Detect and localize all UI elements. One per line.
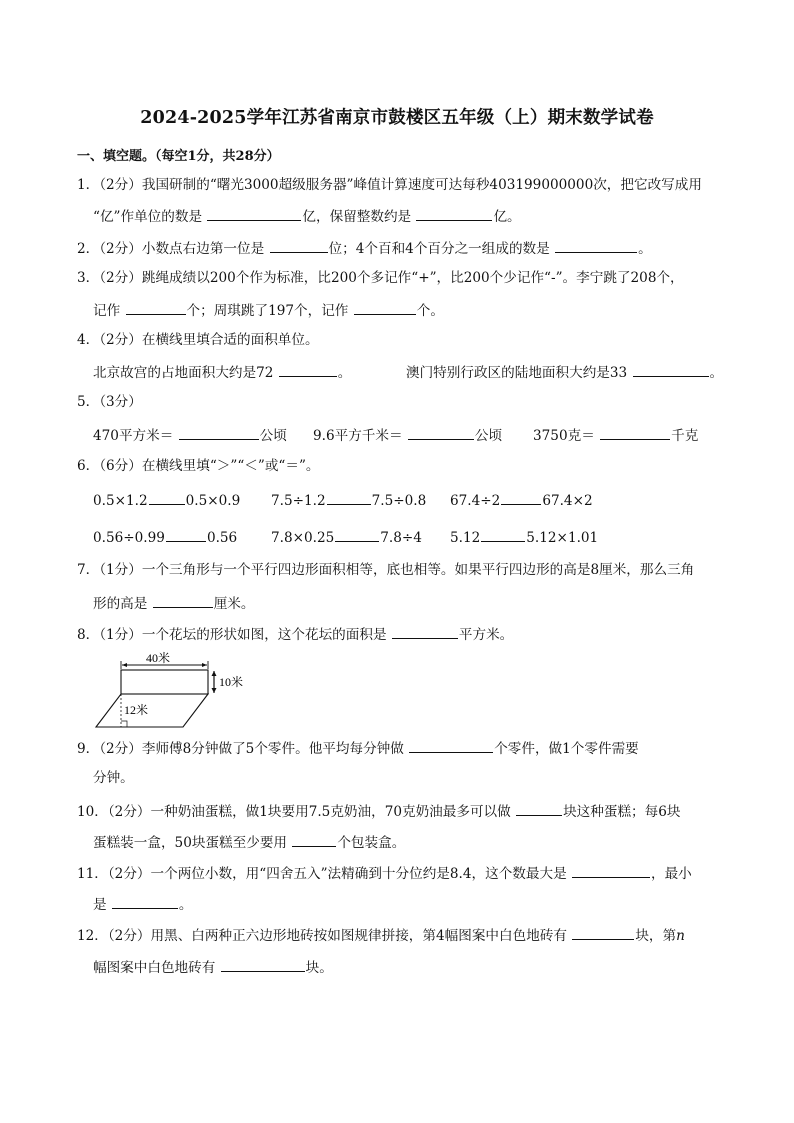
q8-text-a2: 平方米。 [458,627,514,643]
q5-p2: 9.6平方千米＝ [313,428,403,444]
q10-text-b1: 蛋糕装一盒，50块蛋糕至少要用 [93,835,288,851]
q12-variable-n: n [676,928,685,944]
q10-text-a2: 块这种蛋糕；每6块 [563,804,681,820]
answer-blank[interactable] [572,863,650,878]
question-12-line2 [93,957,333,977]
q7-text-b2: 厘米。 [213,596,255,612]
q7-text-b1: 形的高是 [93,596,148,612]
q6-expr: 5.12×1.01 [526,530,599,546]
q6-expr: 7.8÷4 [380,530,422,546]
question-7 [77,561,694,579]
q4-text: 4．（2分）在横线里填合适的面积单位。 [77,332,319,348]
q6-row1-item2 [271,490,426,510]
question-7-line2 [93,593,254,613]
answer-blank[interactable] [354,300,416,315]
q2-text-c: 。 [638,241,652,257]
q6-expr: 0.56÷0.99 [93,530,165,546]
section-heading: 一、填空题。（每空1分，共28分） [77,149,280,164]
q11-text-a2: ，最小 [651,866,692,882]
answer-blank[interactable] [408,425,474,440]
q3-text-b1: 记作 [93,303,121,319]
question-2 [77,238,652,258]
q1-text-b2: 亿，保留整数约是 [302,209,412,225]
answer-blank[interactable] [501,490,541,505]
q3-text-b3: 个。 [416,303,444,319]
answer-blank[interactable] [555,238,637,253]
question-6 [77,457,320,475]
q6-row1-item3 [450,490,593,510]
answer-blank[interactable] [327,490,371,505]
answer-blank[interactable] [207,206,301,221]
q4-text-b2: 。 [337,365,352,381]
answer-blank[interactable] [279,362,337,377]
q11-text-a1: 11．（2分）一个两位小数，用“四舍五入”法精确到十分位约是8.4，这个数最大是 [77,866,567,882]
arrow-head [212,688,217,693]
q12-text-b1: 幅图案中白色地砖有 [93,960,216,976]
q5-p3: 3750克＝ [533,428,595,444]
question-11 [77,863,692,883]
question-5-part2 [313,425,502,445]
q4-text-b1: 北京故宫的占地面积大约是72 [93,365,274,381]
question-5-part3 [533,425,698,445]
right-angle-mark [121,721,127,727]
q4-text-c1: 澳门特别行政区的陆地面积大约是33 [406,365,628,381]
arrow-head [202,663,207,667]
question-10 [77,801,680,821]
q6-expr: 5.12 [450,530,481,546]
question-10-line2 [93,832,405,852]
label-top: 40米 [145,651,171,665]
parallelogram-shape [96,694,208,727]
q12-text-b2: 块。 [305,960,333,976]
answer-blank[interactable] [292,832,336,847]
arrow-head [122,663,127,667]
question-8 [77,624,513,644]
q12-text-a1: 12．（2分）用黑、白两种正六边形地砖按如图规律拼接，第4幅图案中白色地砖有 [77,928,567,944]
answer-blank[interactable] [392,624,458,639]
answer-blank[interactable] [516,801,562,816]
answer-blank[interactable] [166,527,206,542]
q11-text-b1: 是 [93,897,107,913]
question-11-line2 [93,894,193,914]
question-5 [77,393,142,411]
q6-row2-item2 [271,527,422,547]
q7-text: 7．（1分）一个三角形与一个平行四边形面积相等，底也相等。如果平行四边形的高是8厘米，那么三角 [77,562,695,578]
answer-blank[interactable] [153,593,213,608]
q4-text-c2: 。 [709,365,724,381]
answer-blank[interactable] [149,490,185,505]
question-9-line2 [93,769,134,787]
q3-text: 3．（2分）跳绳成绩以200个作为标准，比200个多记作“+”，比200个少记作“-”。李宁跳了208个， [77,270,684,286]
answer-blank[interactable] [409,738,493,753]
answer-blank[interactable] [270,238,328,253]
question-9 [77,738,639,758]
q6-expr: 67.4÷2 [450,493,501,509]
question-4-line2 [93,362,351,382]
q5-u2: 公顷 [474,428,503,444]
question-4 [77,331,319,349]
q6-row1-item1 [93,490,240,510]
question-1 [77,176,702,194]
label-right: 10米 [219,675,244,689]
question-1-line2 [93,206,521,226]
label-bottom: 12米 [124,703,149,717]
flowerbed-figure [88,650,244,730]
q12-text-a2: 块，第 [635,928,677,944]
q6-expr: 0.5×0.9 [185,493,241,509]
answer-blank[interactable] [633,362,709,377]
q6-text: 6．（6分）在横线里填“＞”“＜”或“＝”。 [77,458,320,474]
question-3 [77,269,684,287]
q6-row2-item3 [450,527,598,547]
q10-text-b2: 个包装盒。 [337,835,406,851]
q5-p1: 470平方米＝ [93,428,174,444]
answer-blank[interactable] [179,425,259,440]
q9-text-a2: 个零件，做1个零件需要 [494,741,639,757]
q6-expr: 7.5÷0.8 [371,493,427,509]
page-title: 2024-2025学年江苏省南京市鼓楼区五年级（上）期末数学试卷 [140,108,654,128]
q2-text-a: 2．（2分）小数点右边第一位是 [77,241,265,257]
answer-blank[interactable] [112,894,178,909]
q5-u1: 公顷 [259,428,287,444]
q11-text-b2: 。 [178,897,193,913]
q9-text-a1: 9．（2分）李师傅8分钟做了5个零件。他平均每分钟做 [77,741,404,757]
q6-expr: 67.4×2 [542,493,593,509]
q10-text-a1: 10．（2分）一种奶油蛋糕，做1块要用7.5克奶油，70克奶油最多可以做 [77,804,511,820]
arrow-head [212,671,217,676]
q2-text-b: 位；4个百和4个百分之一组成的数是 [328,241,550,257]
answer-blank[interactable] [335,527,379,542]
q1-text-b1: “亿”作单位的数是 [93,209,203,225]
q8-text-a1: 8．（1分）一个花坛的形状如图，这个花坛的面积是 [77,627,387,643]
answer-blank[interactable] [600,425,670,440]
q1-text: 1．（2分）我国研制的“曙光3000超级服务器”峰值计算速度可达每秒403199000000次，把它改写成用 [77,177,702,193]
q6-expr: 7.5÷1.2 [271,493,326,509]
q6-expr: 0.5×1.2 [93,493,148,509]
answer-blank[interactable] [416,206,492,221]
answer-blank[interactable] [481,527,525,542]
question-5-line2 [93,425,287,445]
answer-blank[interactable] [572,925,634,940]
rectangle-shape [121,670,208,694]
q6-expr: 0.56 [206,530,238,546]
answer-blank[interactable] [221,957,305,972]
q6-row2-item1 [93,527,237,547]
question-4-line2-right [406,362,723,382]
answer-blank[interactable] [126,300,186,315]
q6-expr: 7.8×0.25 [271,530,335,546]
question-12 [77,925,685,945]
question-3-line2 [93,300,444,320]
q1-text-b3: 亿。 [493,209,521,225]
q5-text: 5．（3分） [77,394,142,410]
q3-text-b2: 个；周琪跳了197个，记作 [186,303,349,319]
q9-text-b: 分钟。 [93,770,134,786]
q5-u3: 千克 [671,428,699,444]
